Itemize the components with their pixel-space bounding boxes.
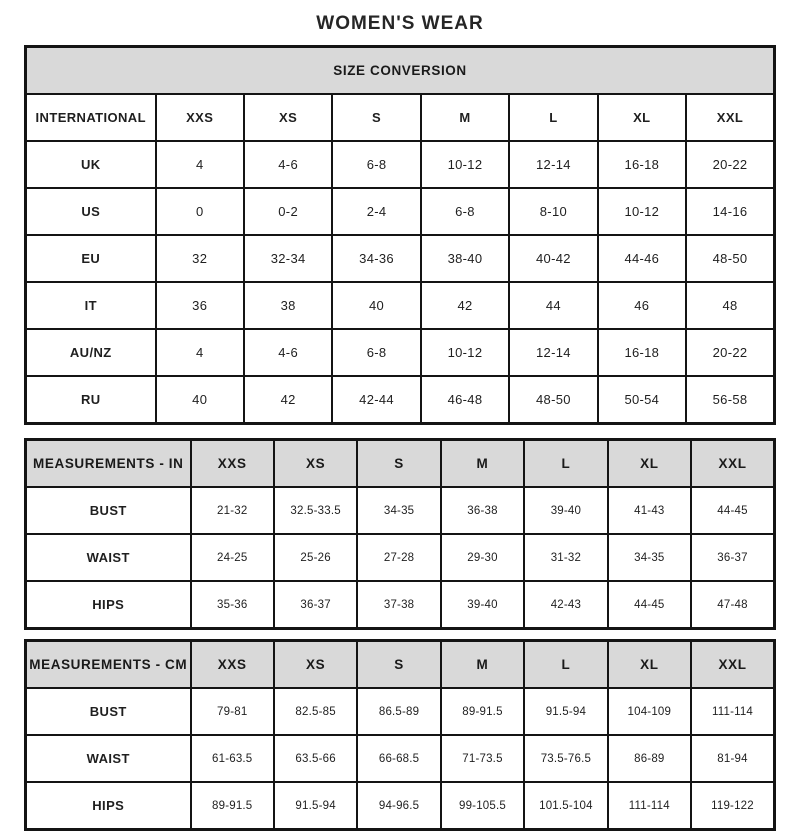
cell: 12-14 xyxy=(509,141,597,188)
cell: 6-8 xyxy=(421,188,509,235)
measurements-in-table xyxy=(24,438,776,630)
cell: 10-12 xyxy=(598,188,686,235)
cell: 36-38 xyxy=(441,487,524,534)
column-header-size: L xyxy=(524,641,607,689)
column-header-size: XXL xyxy=(691,641,774,689)
cell: 4-6 xyxy=(244,329,332,376)
measurements-header-row xyxy=(26,440,775,488)
table-row xyxy=(26,487,775,534)
cell: 89-91.5 xyxy=(191,782,274,830)
table-row xyxy=(26,688,775,735)
column-header-size: M xyxy=(421,94,509,141)
column-header-size: XXS xyxy=(191,440,274,488)
cell: 48 xyxy=(686,282,774,329)
cell: 29-30 xyxy=(441,534,524,581)
cell: 48-50 xyxy=(509,376,597,424)
column-header-international: INTERNATIONAL xyxy=(26,94,156,141)
row-label: BUST xyxy=(26,688,191,735)
row-label: HIPS xyxy=(26,782,191,830)
cell: 37-38 xyxy=(357,581,440,629)
cell: 63.5-66 xyxy=(274,735,357,782)
cell: 42-43 xyxy=(524,581,607,629)
cell: 42 xyxy=(421,282,509,329)
column-header-size: L xyxy=(509,94,597,141)
cell: 27-28 xyxy=(357,534,440,581)
column-header-size: L xyxy=(524,440,607,488)
cell: 38-40 xyxy=(421,235,509,282)
cell: 47-48 xyxy=(691,581,774,629)
table-row xyxy=(26,782,775,830)
cell: 20-22 xyxy=(686,141,774,188)
cell: 42-44 xyxy=(332,376,420,424)
cell: 81-94 xyxy=(691,735,774,782)
cell: 71-73.5 xyxy=(441,735,524,782)
cell: 4 xyxy=(156,329,244,376)
table-row xyxy=(26,141,775,188)
cell: 2-4 xyxy=(332,188,420,235)
size-conversion-header: SIZE CONVERSION xyxy=(26,47,775,95)
cell: 82.5-85 xyxy=(274,688,357,735)
cell: 36-37 xyxy=(691,534,774,581)
column-header-size: M xyxy=(441,641,524,689)
cell: 35-36 xyxy=(191,581,274,629)
cell: 0 xyxy=(156,188,244,235)
cell: 86-89 xyxy=(608,735,691,782)
table-row xyxy=(26,282,775,329)
cell: 79-81 xyxy=(191,688,274,735)
cell: 32 xyxy=(156,235,244,282)
cell: 16-18 xyxy=(598,141,686,188)
size-conversion-table xyxy=(24,45,776,425)
row-label: IT xyxy=(26,282,156,329)
cell: 44 xyxy=(509,282,597,329)
table-row xyxy=(26,735,775,782)
table-row xyxy=(26,235,775,282)
row-label: HIPS xyxy=(26,581,191,629)
cell: 34-35 xyxy=(608,534,691,581)
cell: 86.5-89 xyxy=(357,688,440,735)
cell: 24-25 xyxy=(191,534,274,581)
cell: 10-12 xyxy=(421,329,509,376)
row-label: EU xyxy=(26,235,156,282)
cell: 6-8 xyxy=(332,141,420,188)
column-header-size: XXL xyxy=(686,94,774,141)
cell: 20-22 xyxy=(686,329,774,376)
cell: 44-45 xyxy=(691,487,774,534)
cell: 73.5-76.5 xyxy=(524,735,607,782)
cell: 46 xyxy=(598,282,686,329)
cell: 40 xyxy=(156,376,244,424)
cell: 0-2 xyxy=(244,188,332,235)
cell: 40-42 xyxy=(509,235,597,282)
column-header-size: XS xyxy=(274,641,357,689)
cell: 111-114 xyxy=(691,688,774,735)
column-header-size: XL xyxy=(608,440,691,488)
cell: 50-54 xyxy=(598,376,686,424)
cell: 41-43 xyxy=(608,487,691,534)
cell: 56-58 xyxy=(686,376,774,424)
column-header-size: S xyxy=(357,641,440,689)
cell: 44-46 xyxy=(598,235,686,282)
cell: 4 xyxy=(156,141,244,188)
cell: 32.5-33.5 xyxy=(274,487,357,534)
cell: 111-114 xyxy=(608,782,691,830)
cell: 104-109 xyxy=(608,688,691,735)
cell: 89-91.5 xyxy=(441,688,524,735)
column-header-size: XXL xyxy=(691,440,774,488)
cell: 119-122 xyxy=(691,782,774,830)
cell: 36-37 xyxy=(274,581,357,629)
cell: 38 xyxy=(244,282,332,329)
column-header-size: S xyxy=(332,94,420,141)
column-header-size: XL xyxy=(608,641,691,689)
cell: 44-45 xyxy=(608,581,691,629)
size-conversion-header-row xyxy=(26,47,775,95)
row-label: WAIST xyxy=(26,534,191,581)
cell: 94-96.5 xyxy=(357,782,440,830)
measurements-header: MEASUREMENTS - IN xyxy=(26,440,191,488)
cell: 42 xyxy=(244,376,332,424)
cell: 34-35 xyxy=(357,487,440,534)
table-row xyxy=(26,329,775,376)
table-row xyxy=(26,581,775,629)
row-label: US xyxy=(26,188,156,235)
cell: 10-12 xyxy=(421,141,509,188)
column-header-size: XXS xyxy=(156,94,244,141)
cell: 16-18 xyxy=(598,329,686,376)
cell: 12-14 xyxy=(509,329,597,376)
column-header-size: M xyxy=(441,440,524,488)
cell: 6-8 xyxy=(332,329,420,376)
column-header-size: XL xyxy=(598,94,686,141)
cell: 39-40 xyxy=(441,581,524,629)
cell: 101.5-104 xyxy=(524,782,607,830)
cell: 14-16 xyxy=(686,188,774,235)
cell: 34-36 xyxy=(332,235,420,282)
row-label: BUST xyxy=(26,487,191,534)
column-header-row xyxy=(26,94,775,141)
cell: 46-48 xyxy=(421,376,509,424)
cell: 8-10 xyxy=(509,188,597,235)
page-title: WOMEN'S WEAR xyxy=(316,13,484,34)
row-label: WAIST xyxy=(26,735,191,782)
cell: 66-68.5 xyxy=(357,735,440,782)
column-header-size: XXS xyxy=(191,641,274,689)
cell: 39-40 xyxy=(524,487,607,534)
cell: 48-50 xyxy=(686,235,774,282)
cell: 91.5-94 xyxy=(274,782,357,830)
cell: 31-32 xyxy=(524,534,607,581)
table-row xyxy=(26,376,775,424)
table-row xyxy=(26,534,775,581)
measurements-cm-table xyxy=(24,639,776,831)
cell: 36 xyxy=(156,282,244,329)
measurements-header-row xyxy=(26,641,775,689)
table-row xyxy=(26,188,775,235)
column-header-size: S xyxy=(357,440,440,488)
cell: 4-6 xyxy=(244,141,332,188)
cell: 61-63.5 xyxy=(191,735,274,782)
cell: 99-105.5 xyxy=(441,782,524,830)
cell: 25-26 xyxy=(274,534,357,581)
cell: 40 xyxy=(332,282,420,329)
column-header-size: XS xyxy=(274,440,357,488)
measurements-header: MEASUREMENTS - CM xyxy=(26,641,191,689)
row-label: RU xyxy=(26,376,156,424)
row-label: UK xyxy=(26,141,156,188)
column-header-size: XS xyxy=(244,94,332,141)
cell: 91.5-94 xyxy=(524,688,607,735)
cell: 32-34 xyxy=(244,235,332,282)
row-label: AU/NZ xyxy=(26,329,156,376)
cell: 21-32 xyxy=(191,487,274,534)
